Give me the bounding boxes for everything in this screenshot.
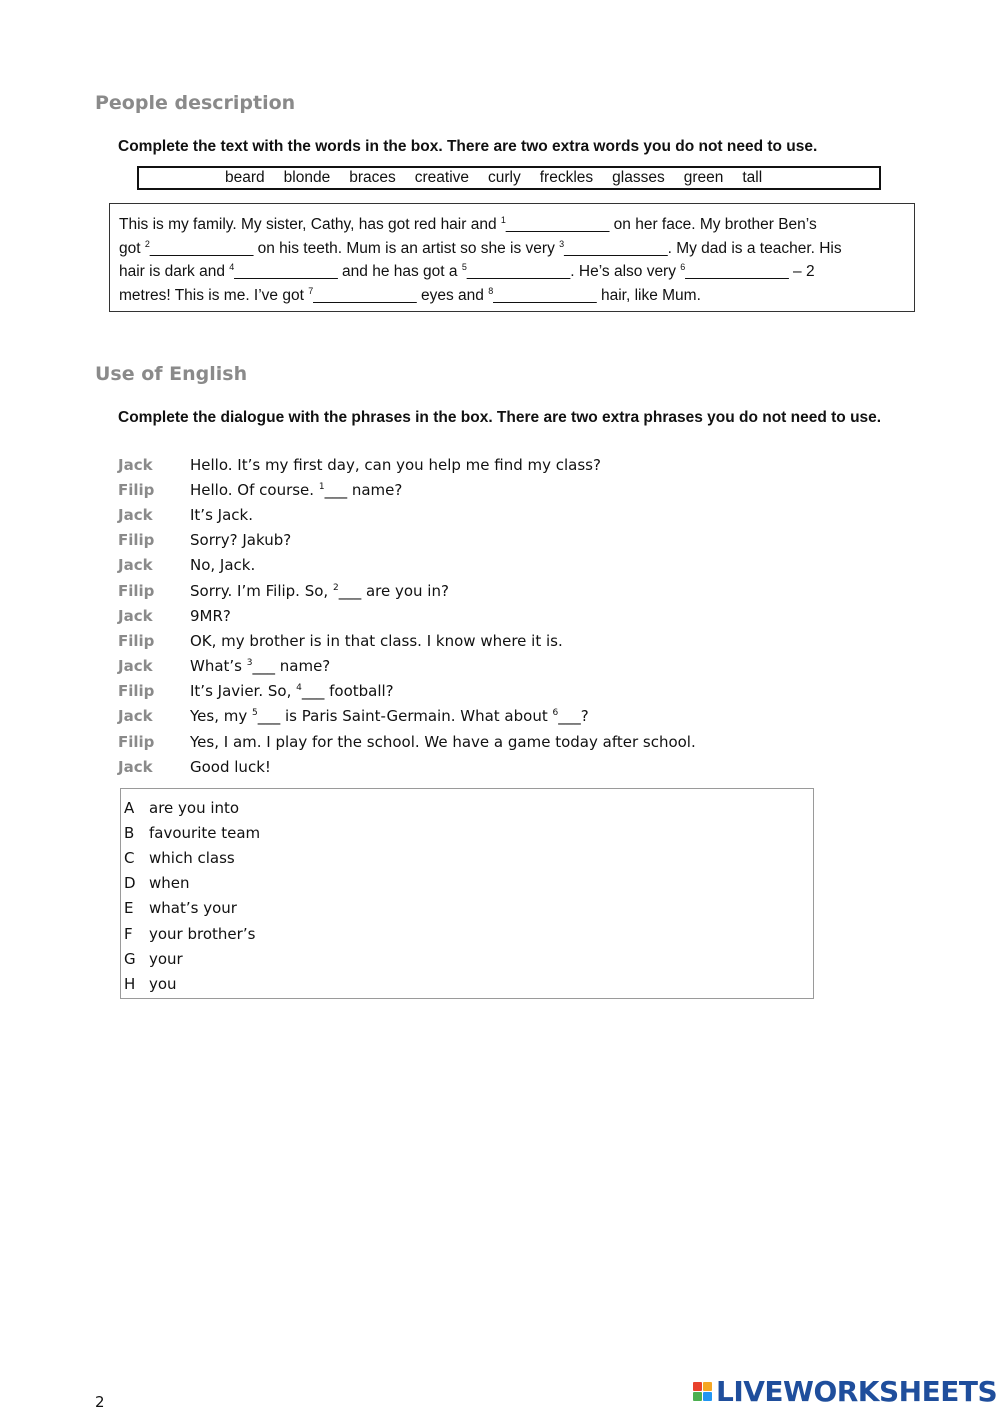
word-box-word: creative [414,169,470,186]
word-box [137,166,881,190]
option-item [121,820,813,845]
option-letter: F [124,924,133,943]
gap-fill-text [109,203,915,312]
text-segment: ____________. He’s also very [466,263,681,280]
speaker-name: Filip [118,631,155,650]
text-segment: ____________ on her face. My brother Ben’s [505,216,817,233]
option-item [121,871,813,896]
dialogue-line [118,704,898,729]
speech-segment: ___ is Paris Saint-Germain. What about [257,707,553,726]
dialogue-line [118,528,898,553]
dialogue-line [118,603,898,628]
text-segment: ____________ and he has got a [234,263,462,280]
speech-segment: It’s Javier. So, [190,682,297,701]
logo-tile [703,1382,712,1391]
speaker-name: Filip [118,531,155,550]
phrase-options-box [120,788,814,999]
text-segment: got [119,239,145,257]
speech-text [190,733,696,751]
option-text: when [149,874,190,893]
speech-segment: ___ football? [301,682,394,701]
option-text: which class [149,848,235,867]
speech-segment: It’s Jack. [190,505,253,524]
word-box-word: blonde [283,169,331,186]
speech-segment: ___ name? [252,657,331,676]
dialogue-line [118,502,898,527]
word-box-word: curly [488,169,521,186]
dialogue-line [118,477,898,502]
text-line [119,213,905,237]
option-letter: G [124,949,136,968]
option-item [121,845,813,870]
option-item [121,921,813,946]
dialogue-line [118,654,898,679]
dialogue-line [118,553,898,578]
speech-segment: Yes, my [190,707,253,726]
logo-tile [703,1392,712,1401]
speech-text [190,456,601,474]
speaker-name: Jack [118,455,153,474]
word-box-word: tall [742,169,763,186]
speech-segment: ___ name? [324,480,403,499]
option-letter: D [124,874,136,893]
gap-number: 4 [229,262,235,272]
text-segment: ____________ hair, like Mum. [493,286,701,304]
gap-number: 7 [308,285,314,296]
option-text: your [149,949,183,968]
gap-number: 6 [680,262,686,272]
speech-text [190,582,449,600]
word-box-word: freckles [539,169,594,186]
speaker-name: Filip [118,682,155,701]
dialogue-line [118,729,898,754]
speaker-name: Filip [118,732,155,751]
text-segment: ____________. My dad is a teacher. His [564,239,842,257]
speech-segment: No, Jack. [190,556,256,575]
word-box-word: glasses [612,169,665,186]
text-line [119,237,905,261]
speech-text [190,481,402,499]
text-segment: This is my family. My sister, Cathy, has got red hair and [119,216,501,233]
gap-number: 3 [246,658,253,669]
dialogue-line [118,628,898,653]
option-letter: H [124,974,136,993]
speech-segment: What’s [190,657,247,676]
speaker-name: Filip [118,480,155,499]
word-box-word: green [683,169,724,186]
option-letter: B [124,823,135,842]
logo-tile [693,1392,702,1401]
text-segment: ____________ on his teeth. Mum is an artist so she is very [149,239,560,257]
speech-segment: Hello. Of course. [190,480,319,499]
speaker-name: Jack [118,505,153,524]
speech-segment: 9MR? [190,606,231,625]
page-number: 2 [95,1393,105,1411]
speech-text [190,506,253,524]
gap-number: 8 [488,285,494,296]
speaker-name: Jack [118,757,153,776]
option-item [121,795,813,820]
text-segment: hair is dark and [119,263,230,280]
speech-segment: Yes, I am. I play for the school. We have a game today after school. [190,732,696,751]
word-box-word: braces [349,169,396,186]
text-segment: metres! This is me. I’ve got [119,286,309,304]
option-text: your brother’s [149,924,256,943]
logo-text: LIVEWORKSHEETS [716,1375,998,1408]
word-box-word: beard [225,169,265,186]
speech-segment: Good luck! [190,757,271,776]
section-title-use-of-english: Use of English [95,363,248,385]
gap-number: 4 [296,683,302,694]
speech-segment: Hello. It’s my first day, can you help me find my class? [190,455,601,474]
dialogue [118,452,898,779]
liveworksheets-logo [693,1375,997,1408]
gap-number: 6 [552,708,559,719]
dialogue-line [118,754,898,779]
speaker-name: Jack [118,606,153,625]
speaker-name: Jack [118,657,153,676]
speech-segment: ___ are you in? [338,581,449,600]
option-text: favourite team [149,823,261,842]
speech-segment: ___? [558,707,589,726]
text-line [119,260,905,284]
dialogue-line [118,679,898,704]
dialogue-line [118,578,898,603]
gap-number: 5 [252,708,258,719]
option-item [121,896,813,921]
option-letter: C [124,848,135,867]
speech-segment: Sorry? Jakub? [190,531,292,550]
instruction-use-of-english: Complete the dialogue with the phrases in the box. There are two extra phrases you do not need to use. [118,409,882,426]
speech-text [190,682,394,700]
text-segment: ____________ eyes and [313,286,489,304]
option-text: what’s your [149,899,237,918]
speech-text [190,758,271,776]
speaker-name: Filip [118,581,155,600]
dialogue-line [118,452,898,477]
option-text: are you into [149,798,240,817]
option-text: you [149,974,177,993]
logo-tile [693,1382,702,1391]
speaker-name: Jack [118,556,153,575]
text-segment: ____________ – 2 [685,263,815,280]
speech-segment: Sorry. I’m Filip. So, [190,581,333,600]
text-line [119,284,905,308]
speech-text [190,556,255,574]
speech-segment: OK, my brother is in that class. I know where it is. [190,631,563,650]
option-item [121,971,813,996]
option-letter: A [124,798,135,817]
gap-number: 2 [332,582,339,593]
section-title-people-description: People description [95,92,296,114]
instruction-people-description: Complete the text with the words in the box. There are two extra words you do not need to use. [118,138,818,155]
speech-text [190,657,330,675]
speech-text [190,707,589,725]
speech-text [190,632,563,650]
speech-text [190,531,291,549]
speech-text [190,607,231,625]
option-item [121,946,813,971]
speaker-name: Jack [118,707,153,726]
option-letter: E [124,899,134,918]
gap-number: 1 [500,215,506,225]
gap-number: 1 [318,481,325,492]
logo-grid-icon [693,1382,712,1401]
gap-number: 3 [559,238,565,249]
gap-number: 2 [144,238,150,249]
gap-number: 5 [461,262,467,272]
